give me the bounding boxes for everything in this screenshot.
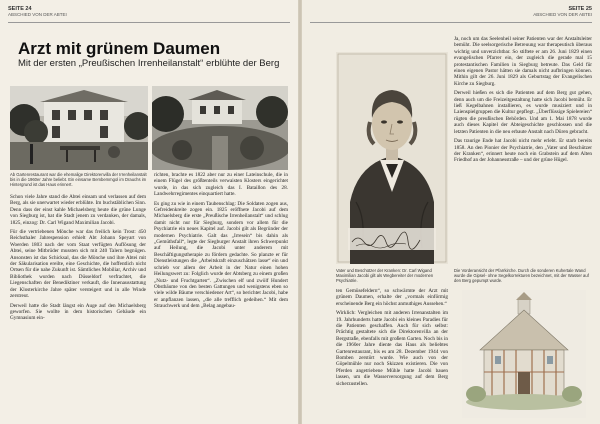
- villa-photo: [10, 86, 148, 170]
- left-header-rule: [8, 22, 290, 23]
- villa-photo-caption: Ab Gartenrestaurant war die ehemalige Direktorenvilla der Irrenheilanstalt bis in die 1960er Jahre beliebt. Ein einsame Bembemmgol im Drauchs im Hintergrund ist das Haus erinnert.: [10, 172, 147, 187]
- left-column-1: [10, 194, 146, 325]
- paragraph: richten, brachte es 1822 aber nur zu einer Lateinschule, die in einem Flügel des größtenteils verwaisten Klosters eingerichtet wurde, in das sich zugleich das I. Bataillon des 28. Landwehrregimentes einquartiert hatte.: [154, 172, 288, 198]
- left-running-head: [8, 6, 67, 18]
- right-running-head: [533, 6, 592, 18]
- portrait-caption: Vater und Beschützer der Kranken: Dr. Carl Wigand Maximilian Jacobi gilt als Wegbereiter der modernen Psychiatrie.: [336, 268, 434, 283]
- paragraph: Für die vertriebenen Mönche war das freilich kein Trost: 450 Reichsthaler Jahrespension erhielt Abt Johann Speyart von Woerden 1803 nach der vom Staat verfügten Auflösung der Abtei, seine Mitbrüder mussten sich mit 240 Talern begnügen. Ansonsten ist das Schicksal, das die Mönche und ihre Abtei mit der Säkularisation ereilte, eine Geschichte, die hoffentlich nicht Ortsen für die nahe Zukunft ist. Sämtliches Mobiliar, Archiv und Bibliothek wurden nach Düsseldorf verfrachtet, die Liegenschaften der Benediktiner verkauft, die Innenausstattung der Klosterkirche Jahre später versteigert und in alle Winde zerstreut.: [10, 229, 146, 300]
- mill-watercolor: [462, 290, 586, 418]
- right-page-number: SEITE 25: [568, 6, 592, 12]
- right-section-label: ABSCHIED VON DER ABTEI: [533, 12, 592, 17]
- paragraph: Wirklich: Vergleichen mit anderen Irrenanstalten im 19. Jahrhunderts hatte Jacobi ein kleines Paradies für die Patienten geschaffen. Auch für sich selbst: Prächtig gestaltete sich die Direktorenvilla an der Bergstraße, ebenfalls mit großem Garten. Noch bis in die 1960er Jahre diente das Haus als beliebtes Gartenrestaurant, bis es am 28. Dezember 1944 von Bomben zerstört wurde. Wie auch von der Göpelmühle nur noch Skizzen existieren. Die von Pferden angetriebene Mühle hatte Jacobi bauen lassen, um die Wasserversorgung auf dem Berg sicherzustellen.: [336, 310, 448, 387]
- left-column-2: [154, 172, 288, 313]
- right-column-1: [336, 288, 448, 390]
- right-header-rule: [310, 22, 592, 23]
- left-page-number: SEITE 24: [8, 6, 32, 12]
- paragraph: Das traurige Ende hat Jacobi nicht mehr erlebt. Er starb bereits 1858. An den Pionier der Psychiatrie, den „Vater und Beschützer der Kranken“, erinnert heute noch ein Grabstein auf dem Alten Friedhof an der Johannesstraße – und der grüne Hügel.: [454, 138, 592, 164]
- left-section-label: ABSCHIED VON DER ABTEI: [8, 12, 67, 17]
- garden-photo: [152, 86, 288, 170]
- building-caption: Die Vorderansicht der Pfarrkirche. Durch die sonderen Kuhertale Wand wurde die Gipsel- ohne Segelkorrekturen bezeichnet, mit der Wasser auf den Berg gepumpt wurde.: [454, 268, 589, 283]
- right-column-2: [454, 36, 592, 167]
- paragraph: ten Gemüsefeldern“, so schwärmte der Arzt mit grünem Daumen, erhalte der „vormals einförmig erscheinende Berg ein höchst anmuthiges Aussehen.“: [336, 288, 448, 307]
- paragraph: Ja, noch um das Seelenheil seiner Patienten war der Anstaltsleiter bemüht. Die seelsorgerische Betreuung war therapeutisch überaus wichtig und unverzichtbar. So stiftete er am 26. Juni 1829 einen evangelischen Pfarrer ein, der zugleich die gerade mal 15 protestantischen Familien in Siegburg betreute. Das Geld für einen eigenen Pastor hätten sie damals nicht aufbringen können. Mithin gilt der 26. Juni 1829 als Geburtstag der Evangelischen Kirche zu Siegburg.: [454, 36, 592, 87]
- article-subhead: Mit der ersten „Preußischen Irrenheilanstalt“ erblühte der Berg: [18, 58, 280, 69]
- left-page: [0, 0, 298, 424]
- jacobi-portrait: [336, 52, 448, 264]
- paragraph: Derweil hießen es sich die Patienten auf dem Berg gut gehen, denn auch um die Freizeitgestaltung hatte sich Jacobi bemüht. Er ließ Kegelbahnen installieren, es wurde musiziert und in Laienspielgruppen die Kultur gepflegt. „Überflüssige Spielereien“ rügten die preußischen Behörden. Und am 1. Mai 1878 wurde auch dieses Kapitel der Abteigeschichte geschlossen und die letzten Patienten in die neu erbaute Anstalt nach Düren gebracht.: [454, 90, 592, 135]
- paragraph: Schon viele Jahre stand die Abtei einsam und verlassen auf dem Berg, als sie unerwartet wieder erblühte. Im buchstäblichen Sinn. Denn dass der einst kahle Michaelsberg heute die grüne Lunge von Siegburg ist, hat die Stadt jenem zu verdanken, der damals, 1825, einzog: Dr. Carl Wigand Maximilian Jacobi.: [10, 194, 146, 226]
- paragraph: Derweil hatte die Stadt längst ein Auge auf den Michaelsberg geworfen. Sie wollte in dem historischen Gebäude ein Gymnasium ein-: [10, 302, 146, 322]
- right-page: [302, 0, 600, 424]
- paragraph: Es ging zu wie in einem Taubenschlag: Die Soldaten zogen aus, Gefreidenkreite zogen ein. 1825 eröffnete Jacobi auf dem Michaelsberg die erste „Preußische Irrenheilanstalt“ und schlug damit nicht nur für Siegburg, sondern vor allem für die Psychiatrie ein neues Kapitel auf. Jacobi gilt als Begründer der modernen Psychiatrie. Galt das „Irresein“ bis dahin als „Gemüthsfall“, legte der Siegburger Anstalt ihren Schwerpunkt auf Heilung, die Jacobi unter anderem mit Beschäftigungstherapie zu fördern gedachte. So planzte er für Dienstleistungen die „Arbeitskraft einzuschätzen lasse“ ein und schrieb vor allem der Arbeit in der Natur einen hohen Heilungswert zu: Folglich wurde der Abtsberg zu einem großen „Nutz- und Fruchtgarten“. „Zwischen elf und zwölf Hundert Obstbäume von den besten Gattungen und wenigstens eben so viele wilde Bäume verschiedener Art“, so berichtet Jacobi, habe er anpflanzen lassen, „die alle trefflich gedeihen.“ Mit dem Strauchwerk und dem „Belag angebau-: [154, 200, 288, 310]
- article-headline: Arzt mit grünem Daumen: [18, 39, 221, 58]
